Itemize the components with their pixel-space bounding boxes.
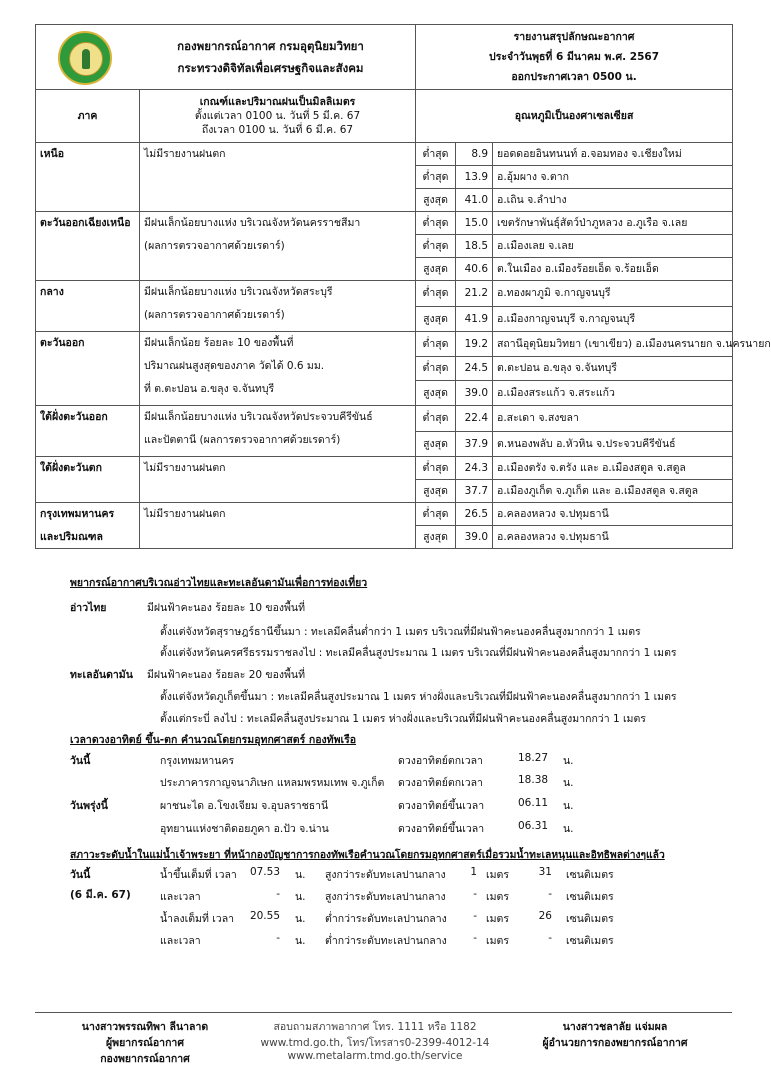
temp-type: ต่ำสุด [416,281,456,307]
sun-day: วันพรุ่งนี้ [70,800,108,812]
temp-value: 15.0 [456,212,493,235]
region-row [36,457,733,480]
tourism-title: พยากรณ์อากาศบริเวณอ่าวไทยและทะเลอันดามันเพื่อการท่องเที่ยว [70,577,368,589]
andaman-line3: ตั้งแต่กระบี่ ลงไป : ทะเลมีคลื่นสูงประมาณ 1 เมตร ห่างฝั่งและบริเวณที่มีฝนฟ้าคะนองคลื่นสูงมากกว่า 1 เมตร [160,713,646,725]
rain-description [140,143,416,212]
gulf-line1: มีฝนฟ้าคะนอง ร้อยละ 10 ของพื้นที่ [147,602,306,614]
sun-event: ดวงอาทิตย์ตกเวลา [398,777,483,789]
temp-place: อ.เมืองสระแก้ว จ.สระแก้ว [493,381,733,406]
sun-event: ดวงอาทิตย์ขึ้นเวลา [398,823,485,835]
footer-contact1: สอบถามสภาพอากาศ โทร. 1111 หรือ 1182 [273,1021,477,1033]
temp-type: สูงสุด [416,526,456,549]
sun-day: วันนี้ [70,755,91,767]
tide-label: น้ำลงเต็มที่ เวลา [160,913,235,925]
temp-type: สูงสุด [416,431,456,457]
org-line1: กองพยากรณ์อากาศ กรมอุตุนิยมวิทยา [177,39,364,53]
footer-contact2[interactable]: www.tmd.go.th, โทร/โทรสาร0-2399-4012-14 [260,1037,490,1049]
region-row [36,212,733,235]
region-row [36,332,733,357]
tide-desc: ต่ำกว่าระดับทะเลปานกลาง [325,935,447,947]
gulf-label: อ่าวไทย [70,602,107,614]
region-row [36,406,733,432]
temp-place: อ.เมืองภูเก็ต จ.ภูเก็ต และ อ.เมืองสตูล จ.สตูล [493,480,733,503]
temp-place: อ.ทองผาภูมิ จ.กาญจนบุรี [493,281,733,307]
tide-cm-unit: เซนติเมตร [566,935,614,947]
footer-right-name: นางสาวชลาลัย แจ่มผล [562,1021,668,1033]
temp-place: อ.อุ้มผาง จ.ตาก [493,166,733,189]
temp-type: สูงสุด [416,258,456,281]
sun-title: เวลาดวงอาทิตย์ ขึ้น-ตก คำนวณโดยกรมอุทกศาสตร์ กองทัพเรือ [70,734,357,746]
tide-desc: สูงกว่าระดับทะเลปานกลาง [325,891,446,903]
region-name: ใต้ฝั่งตะวันตก [36,457,140,503]
temp-type: สูงสุด [416,189,456,212]
temp-type: สูงสุด [416,381,456,406]
temp-value: 37.9 [456,431,493,457]
rain-line: (ผลการตรวจอากาศด้วยเรดาร์) [144,240,285,252]
gulf-line2: ตั้งแต่จังหวัดสุราษฎร์ธานีขึ้นมา : ทะเลมีคลื่นต่ำกว่า 1 เมตร บริเวณที่มีฝนฟ้าคะนองคลื่นสูงมากกว่า 1 เมตร [160,626,641,638]
rain-line: ไม่มีรายงานฝนตก [144,508,226,520]
tide-cm-unit: เซนติเมตร [566,891,614,903]
temp-value: 24.5 [456,356,493,381]
tide-label: น้ำขึ้นเต็มที่ เวลา [160,869,237,881]
rain-line: (ผลการตรวจอากาศด้วยเรดาร์) [144,309,285,321]
tide-cm: 26 [538,910,552,922]
temp-place: อ.เมืองกาญจนบุรี จ.กาญจนบุรี [493,306,733,332]
andaman-line2: ตั้งแต่จังหวัดภูเก็ตขึ้นมา : ทะเลมีคลื่นสูงประมาณ 1 เมตร ห่างฝั่งและบริเวณที่มีฝนฟ้าคะนองคลื่นสูงมากกว่า 1 เมตร [160,691,677,703]
temp-place: อ.คลองหลวง จ.ปทุมธานี [493,503,733,526]
temp-place: ต.หนองพลับ อ.หัวหิน จ.ประจวบคีรีขันธ์ [493,431,733,457]
tide-cm: - [548,888,552,900]
temp-place: อ.เมืองเลย จ.เลย [493,235,733,258]
region-row [36,503,733,526]
department-logo [58,31,112,85]
col-region-header: ภาค [36,90,140,143]
region-row [36,281,733,307]
temp-place: ยอดดอยอินทนนท์ อ.จอมทอง จ.เชียงใหม่ [493,143,733,166]
temp-type: ต่ำสุด [416,212,456,235]
sun-event: ดวงอาทิตย์ตกเวลา [398,755,483,767]
temp-value: 26.5 [456,503,493,526]
region-name: ตะวันออก [36,332,140,406]
tide-meters: 1 [470,866,477,878]
tide-time: 07.53 [249,866,280,878]
footer-left-name: นางสาวพรรณทิพา ลีนาลาด [81,1021,209,1033]
temp-type: ต่ำสุด [416,503,456,526]
rain-line: ไม่มีรายงานฝนตก [144,148,226,160]
sun-unit: น. [563,800,574,812]
sun-place: ประภาคารกาญจนาภิเษก แหลมพรหมเทพ จ.ภูเก็ต [160,777,385,789]
temp-place: สถานีอุตุนิยมวิทยา (เขาเขียว) อ.เมืองนครนายก จ.นครนายก [493,332,733,357]
header-report-cell [416,25,733,90]
temp-value: 19.2 [456,332,493,357]
tide-cm-unit: เซนติเมตร [566,869,614,881]
tide-day-label: วันนี้ [70,869,91,881]
temp-value: 40.6 [456,258,493,281]
tide-desc: ต่ำกว่าระดับทะเลปานกลาง [325,913,447,925]
tide-time: 20.55 [249,910,280,922]
temp-type: ต่ำสุด [416,356,456,381]
rain-line: มีฝนเล็กน้อยบางแห่ง บริเวณจังหวัดนครราชสีมา [144,217,361,229]
tide-unit: น. [295,869,306,881]
temp-type: ต่ำสุด [416,332,456,357]
rain-title: เกณฑ์และปริมาณฝนเป็นมิลลิเมตร [199,96,356,108]
tide-meter-unit: เมตร [486,891,509,903]
region-name: ตะวันออกเฉียงเหนือ [36,212,140,281]
region-name: เหนือ [36,143,140,212]
region-row [36,143,733,166]
temp-value: 41.0 [456,189,493,212]
rain-description [140,457,416,503]
temp-type: ต่ำสุด [416,235,456,258]
tide-meter-unit: เมตร [486,913,509,925]
rain-description [140,332,416,406]
temp-place: อ.คลองหลวง จ.ปทุมธานี [493,526,733,549]
weather-summary-table [35,24,771,549]
sun-time: 18.38 [518,774,549,786]
temp-value: 13.9 [456,166,493,189]
temp-value: 39.0 [456,381,493,406]
tide-desc: สูงกว่าระดับทะเลปานกลาง [325,869,446,881]
tide-meters: - [473,910,477,922]
rain-description [140,406,416,457]
sun-place: กรุงเทพมหานคร [160,755,235,767]
temp-place: ต.ตะปอน อ.ขลุง จ.จันทบุรี [493,356,733,381]
rain-line: และปัตตานี (ผลการตรวจอากาศด้วยเรดาร์) [144,434,341,446]
region-name: กรุงเทพมหานคร และปริมณฑล [36,503,140,549]
rain-line: มีฝนเล็กน้อยบางแห่ง บริเวณจังหวัดสระบุรี [144,286,333,298]
tide-title: สภาวะระดับน้ำในแม่น้ำเจ้าพระยา ที่หน้ากองบัญชาการกองทัพเรือคำนวณโดยกรมอุทกศาสตร์เมื่อรวมน้ำทะเลหนุนและอิทธิพลต่างๆแล้ว [70,849,665,861]
tide-label: และเวลา [160,935,201,947]
tide-meters: - [473,932,477,944]
temp-type: สูงสุด [416,480,456,503]
temp-place: อ.เถิน จ.ลำปาง [493,189,733,212]
footer-left-pos2: กองพยากรณ์อากาศ [100,1053,190,1065]
tide-unit: น. [295,935,306,947]
tide-time: - [276,888,280,900]
andaman-label: ทะเลอันดามัน [70,669,133,681]
temp-value: 24.3 [456,457,493,480]
tide-label: และเวลา [160,891,201,903]
gulf-line3: ตั้งแต่จังหวัดนครศรีธรรมราชลงไป : ทะเลมีคลื่นสูงประมาณ 1 เมตร บริเวณที่มีฝนฟ้าคะนองคลื่นสูงมากกว่า 1 เมตร [160,647,677,659]
temp-type: ต่ำสุด [416,457,456,480]
report-time: ออกประกาศเวลา 0500 น. [511,71,637,83]
tide-meter-unit: เมตร [486,935,509,947]
sun-unit: น. [563,755,574,767]
temp-type: สูงสุด [416,306,456,332]
sun-unit: น. [563,823,574,835]
rain-line: มีฝนเล็กน้อยบางแห่ง บริเวณจังหวัดประจวบคีรีขันธ์ [144,411,373,423]
rain-line: ไม่มีรายงานฝนตก [144,462,226,474]
org-line2: กระทรวงดิจิทัลเพื่อเศรษฐกิจและสังคม [177,61,364,75]
footer-left-pos1: ผู้พยากรณ์อากาศ [106,1037,184,1049]
sun-time: 18.27 [518,752,549,764]
temp-place: ต.ในเมือง อ.เมืองร้อยเอ็ด จ.ร้อยเอ็ด [493,258,733,281]
rain-description [140,503,416,549]
sun-time: 06.31 [518,820,549,832]
temp-value: 21.2 [456,281,493,307]
rain-line: ที่ ต.ตะปอน อ.ขลุง จ.จันทบุรี [144,383,275,395]
footer-right-pos: ผู้อำนวยการกองพยากรณ์อากาศ [542,1037,688,1049]
report-title: รายงานสรุปลักษณะอากาศ [513,31,635,43]
sun-unit: น. [563,777,574,789]
region-name: กลาง [36,281,140,332]
sun-event: ดวงอาทิตย์ขึ้นเวลา [398,800,485,812]
temp-place: อ.เมืองตรัง จ.ตรัง และ อ.เมืองสตูล จ.สตูล [493,457,733,480]
tide-cm-unit: เซนติเมตร [566,913,614,925]
rain-line: ปริมาณฝนสูงสุดของภาค วัดได้ 0.6 มม. [144,360,325,372]
temp-value: 37.7 [456,480,493,503]
temp-type: ต่ำสุด [416,143,456,166]
temp-value: 41.9 [456,306,493,332]
header-org-cell [36,25,416,90]
sun-time: 06.11 [518,797,549,809]
rain-description [140,212,416,281]
temp-place: เขตรักษาพันธุ์สัตว์ป่าภูหลวง อ.ภูเรือ จ.เลย [493,212,733,235]
tide-meter-unit: เมตร [486,869,509,881]
temp-type: ต่ำสุด [416,166,456,189]
region-name: ใต้ฝั่งตะวันออก [36,406,140,457]
footer-contact3[interactable]: www.metalarm.tmd.go.th/service [287,1050,463,1062]
col-temp-header: อุณหภูมิเป็นองศาเซลเซียส [416,90,733,143]
temp-type: ต่ำสุด [416,406,456,432]
rain-line: มีฝนเล็กน้อย ร้อยละ 10 ของพื้นที่ [144,337,294,349]
rain-to: ถึงเวลา 0100 น. วันที่ 6 มี.ค. 67 [201,124,354,136]
rain-from: ตั้งแต่เวลา 0100 น. วันที่ 5 มี.ค. 67 [194,110,361,122]
rain-description [140,281,416,332]
report-date: ประจำวันพุธที่ 6 มีนาคม พ.ศ. 2567 [489,51,660,63]
tide-unit: น. [295,913,306,925]
sun-place: ผาชนะได อ.โขงเจียม จ.อุบลราชธานี [160,800,329,812]
tide-unit: น. [295,891,306,903]
footer-divider [35,1012,732,1013]
col-rain-header [140,90,416,143]
temp-value: 18.5 [456,235,493,258]
temp-value: 22.4 [456,406,493,432]
tide-cm: 31 [538,866,552,878]
tide-time: - [276,932,280,944]
temp-place: อ.สะเดา จ.สงขลา [493,406,733,432]
temp-value: 39.0 [456,526,493,549]
tide-meters: - [473,888,477,900]
tide-day-date: (6 มี.ค. 67) [70,889,131,901]
sun-place: อุทยานแห่งชาติดอยภูคา อ.ปัว จ.น่าน [160,823,329,835]
andaman-line1: มีฝนฟ้าคะนอง ร้อยละ 20 ของพื้นที่ [147,669,306,681]
tide-cm: - [548,932,552,944]
temp-value: 8.9 [456,143,493,166]
